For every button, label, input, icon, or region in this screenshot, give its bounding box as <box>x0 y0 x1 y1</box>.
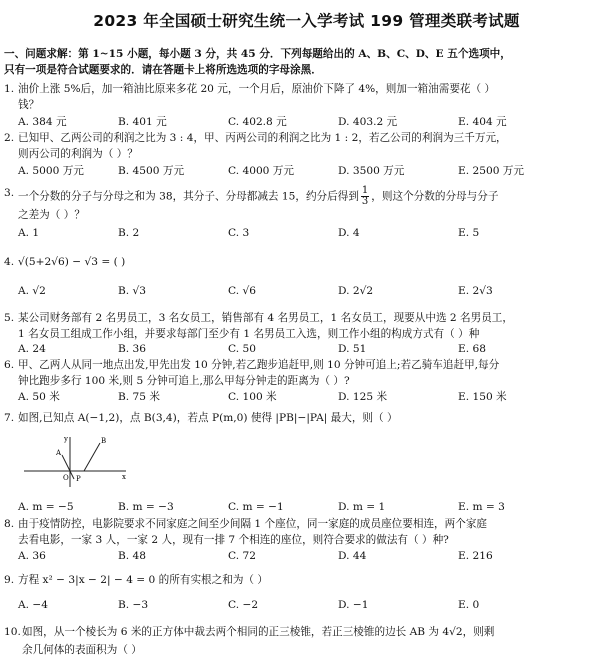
option-a: A. 36 <box>18 550 46 562</box>
question-text: 如图,已知点 A(−1,2)，点 B(3,4)，若点 P(m,0) 使得 |PB|−|PA| 最大，则（ ） <box>18 412 398 424</box>
option-c: C. 72 <box>228 550 256 562</box>
point-b-label: B <box>101 437 107 445</box>
option-d: D. 4 <box>338 227 360 239</box>
question-number: 9. <box>4 574 15 586</box>
question-text: 则丙公司的利润为（ ）？ <box>18 148 138 160</box>
option-e: E. 2500 万元 <box>458 165 524 177</box>
question-number: 10. <box>4 626 21 638</box>
option-a: A. 24 <box>18 343 46 355</box>
option-c: C. 50 <box>228 343 256 355</box>
option-d: D. 2√2 <box>338 285 374 297</box>
option-e: E. 150 米 <box>458 391 507 403</box>
option-d: D. 125 米 <box>338 391 388 403</box>
question-text: 由于疫情防控，电影院要求不同家庭之间至少间隔 1 个座位，同一家庭的成员座位要相连，两个家庭 <box>18 518 488 530</box>
option-c: C. √6 <box>228 285 256 297</box>
coordinate-figure <box>22 433 132 491</box>
option-b: B. 2 <box>118 227 140 239</box>
option-b: B. 4500 万元 <box>118 165 185 177</box>
option-a: A. 1 <box>18 227 40 239</box>
origin-label: O <box>63 474 69 482</box>
question-number: 3. <box>4 187 15 199</box>
option-e: E. 216 <box>458 550 493 562</box>
option-b: B. 48 <box>118 550 146 562</box>
option-e: E. 404 元 <box>458 116 507 128</box>
question-text: 钟比跑步多行 100 米,则 5 分钟可追上,那么甲每分钟走的距离为（ ）? <box>18 375 350 387</box>
option-d: D. 3500 万元 <box>338 165 405 177</box>
option-c: C. 3 <box>228 227 250 239</box>
exam-title: 2023 年全国硕士研究生统一入学考试 199 管理类联考试题 <box>93 12 520 30</box>
question-text: 1 名女员工组成工作小组，并要求每部门至少有 1 名男员工入选，则工作小组的构成方式有（ ）种 <box>18 328 480 340</box>
x-label: x <box>122 473 126 481</box>
question-number: 2. <box>4 132 15 144</box>
option-e: E. 5 <box>458 227 480 239</box>
question-text: 去看电影，一家 3 人，一家 2 人，现有一排 7 个相连的座位，则符合要求的做法有（ ）种? <box>18 534 449 546</box>
question-text: 已知甲、乙两公司的利润之比为 3 : 4，甲、丙两公司的利润之比为 1 : 2，若乙公司的利润为三千万元， <box>18 132 507 144</box>
option-b: B. m = −3 <box>118 501 174 513</box>
question-text: 如图，从一个棱长为 6 米的正方体中裁去两个相同的正三棱锥，若正三棱锥的边长 AB 为 4√2，则剩 <box>22 626 495 638</box>
option-e: E. 68 <box>458 343 486 355</box>
option-a: A. √2 <box>18 285 46 297</box>
section-instruction-line2: 只有一项是符合试题要求的．请在答题卡上将所选选项的字母涂黑． <box>4 64 322 76</box>
option-a: A. 5000 万元 <box>18 165 84 177</box>
option-c: C. 4000 万元 <box>228 165 294 177</box>
question-text: 钱？ <box>18 99 40 111</box>
option-c: C. −2 <box>228 599 259 611</box>
question-text: 油价上涨 5%后，加一箱油比原来多花 20 元，一个月后，原油价下降了 4%，则加一箱油需要花（ ） <box>18 83 496 95</box>
question-text: √(5+2√6) − √3 = ( ) <box>18 256 126 268</box>
option-e: E. 2√3 <box>458 285 493 297</box>
option-c: C. 100 米 <box>228 391 277 403</box>
option-a: A. 384 元 <box>18 116 67 128</box>
option-a: A. −4 <box>18 599 49 611</box>
question-text: 一个分数的分子与分母之和为 38，其分子、分母都减去 15，约分后得到 $\frac{1}{3}$ ，则这个分数的分母与分子 <box>18 185 499 207</box>
question-number: 7. <box>4 412 15 424</box>
point-p-label: P <box>76 475 81 483</box>
option-d: D. 44 <box>338 550 367 562</box>
option-d: D. m = 1 <box>338 501 386 513</box>
option-b: B. 36 <box>118 343 146 355</box>
option-d: D. 51 <box>338 343 367 355</box>
question-number: 8. <box>4 518 15 530</box>
option-b: B. 75 米 <box>118 391 160 403</box>
question-text: 甲、乙两人从同一地点出发,甲先出发 10 分钟,若乙跑步追赶甲,则 10 分钟可追上;若乙骑车追赶甲,每分 <box>18 359 500 371</box>
segment-pb <box>84 443 100 471</box>
option-b: B. 401 元 <box>118 116 167 128</box>
option-c: C. 402.8 元 <box>228 116 287 128</box>
point-a-label: A <box>56 449 62 457</box>
question-number: 6. <box>4 359 15 371</box>
section-instruction-line1: 一、问题求解：第 1~15 小题，每小题 3 分，共 45 分．下列每题给出的 A、B、C、D、E 五个选项中， <box>4 48 511 60</box>
option-a: A. 50 米 <box>18 391 60 403</box>
option-e: E. 0 <box>458 599 480 611</box>
fraction: $\frac{1}{3}$ <box>361 185 369 207</box>
option-d: D. −1 <box>338 599 369 611</box>
radical-expression: √(5+2√6) − √3 <box>18 256 98 268</box>
question-text: 之差为（ ）？ <box>18 209 85 221</box>
option-c: C. m = −1 <box>228 501 284 513</box>
y-label: y <box>64 435 68 443</box>
option-a: A. m = −5 <box>18 501 74 513</box>
option-d: D. 403.2 元 <box>338 116 398 128</box>
option-e: E. m = 3 <box>458 501 505 513</box>
option-b: B. √3 <box>118 285 147 297</box>
option-b: B. −3 <box>118 599 149 611</box>
question-text: 某公司财务部有 2 名男员工，3 名女员工，销售部有 4 名男员工，1 名女员工，现要从中选 2 名男员工， <box>18 312 513 324</box>
question-number: 4. <box>4 256 15 268</box>
question-number: 1. <box>4 83 15 95</box>
question-text: 余几何体的表面积为（ ） <box>22 644 142 656</box>
question-number: 5. <box>4 312 15 324</box>
question-text: 方程 x² − 3|x − 2| − 4 = 0 的所有实根之和为（ ） <box>18 574 268 586</box>
